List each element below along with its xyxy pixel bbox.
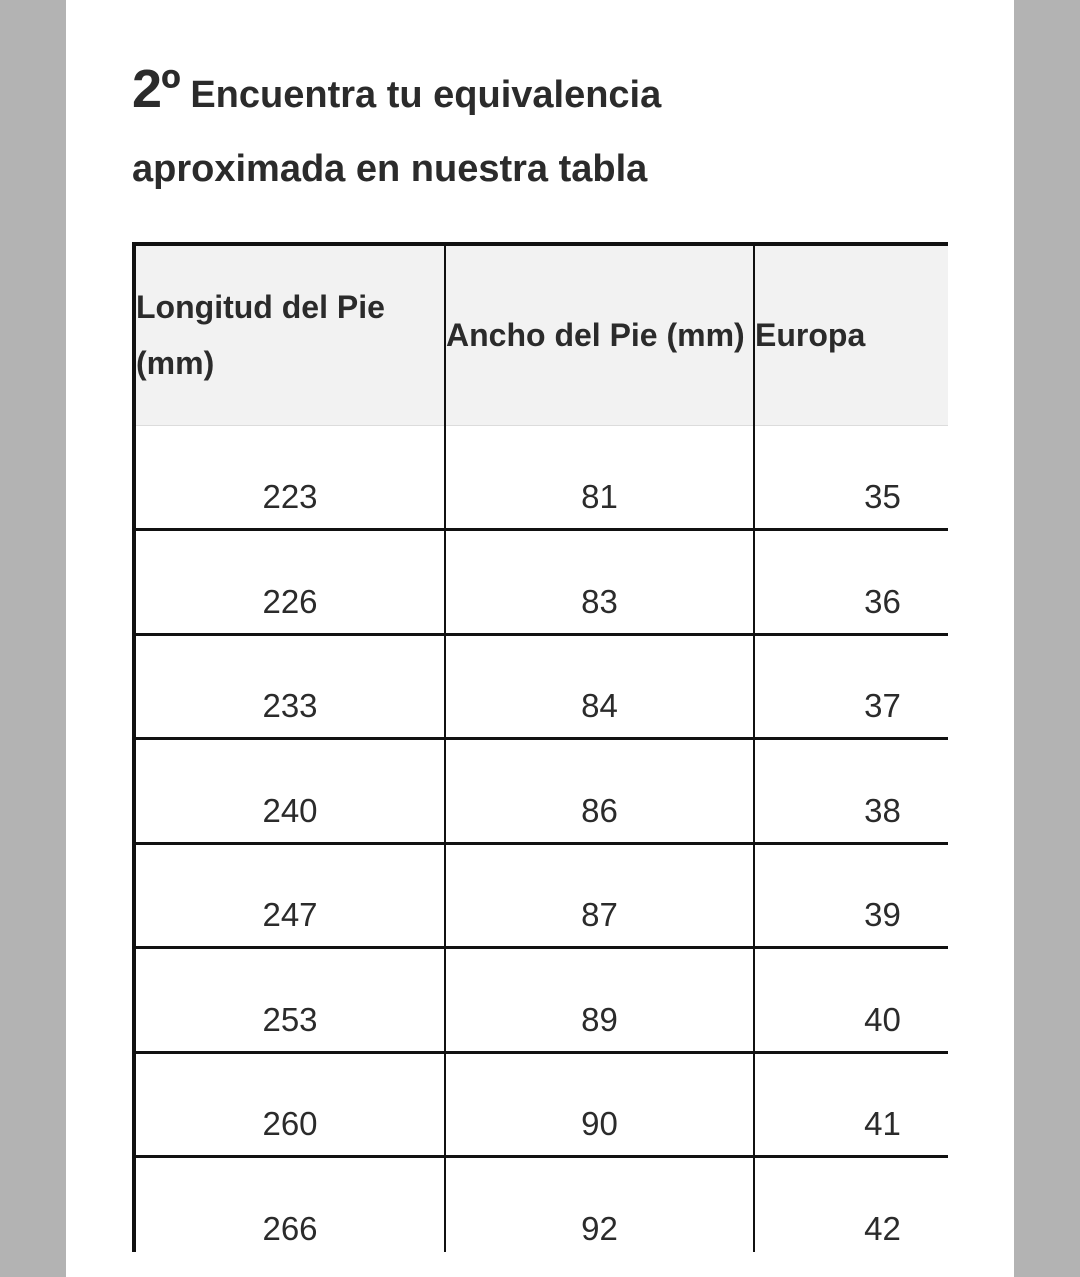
cell-foot-length: 266 bbox=[134, 1157, 445, 1253]
cell-europe-size: 41 bbox=[754, 1052, 948, 1157]
cell-foot-width: 87 bbox=[445, 843, 754, 948]
cell-europe-size: 35 bbox=[754, 425, 948, 530]
table-row bbox=[134, 843, 948, 948]
header-foot-width: Ancho del Pie (mm) bbox=[445, 244, 754, 425]
section-heading bbox=[132, 52, 832, 206]
cell-foot-length: 253 bbox=[134, 948, 445, 1053]
cell-europe-size: 36 bbox=[754, 530, 948, 635]
cell-europe-size: 42 bbox=[754, 1157, 948, 1253]
table-row bbox=[134, 1157, 948, 1253]
table-header-row bbox=[134, 244, 948, 425]
cell-europe-size: 38 bbox=[754, 739, 948, 844]
header-europe: Europa bbox=[754, 244, 948, 425]
cell-foot-length: 233 bbox=[134, 634, 445, 739]
cell-foot-width: 89 bbox=[445, 948, 754, 1053]
cell-europe-size: 40 bbox=[754, 948, 948, 1053]
cell-foot-length: 226 bbox=[134, 530, 445, 635]
table-row bbox=[134, 425, 948, 530]
size-table bbox=[132, 242, 948, 1252]
table-row bbox=[134, 530, 948, 635]
cell-foot-width: 83 bbox=[445, 530, 754, 635]
table-row bbox=[134, 634, 948, 739]
cell-europe-size: 39 bbox=[754, 843, 948, 948]
table-row bbox=[134, 948, 948, 1053]
cell-foot-length: 247 bbox=[134, 843, 445, 948]
table-row bbox=[134, 1052, 948, 1157]
cell-foot-length: 240 bbox=[134, 739, 445, 844]
size-table-scroll-container[interactable] bbox=[132, 242, 948, 1252]
cell-foot-width: 92 bbox=[445, 1157, 754, 1253]
cell-foot-width: 81 bbox=[445, 425, 754, 530]
table-row bbox=[134, 739, 948, 844]
cell-foot-width: 84 bbox=[445, 634, 754, 739]
content-page bbox=[66, 0, 1014, 1277]
step-number: 2º bbox=[132, 59, 180, 119]
cell-foot-width: 86 bbox=[445, 739, 754, 844]
cell-foot-length: 260 bbox=[134, 1052, 445, 1157]
cell-europe-size: 37 bbox=[754, 634, 948, 739]
cell-foot-length: 223 bbox=[134, 425, 445, 530]
heading-text: Encuentra tu equivalencia aproximada en nuestra tabla bbox=[132, 74, 662, 190]
cell-foot-width: 90 bbox=[445, 1052, 754, 1157]
header-foot-length: Longitud del Pie (mm) bbox=[134, 244, 445, 425]
